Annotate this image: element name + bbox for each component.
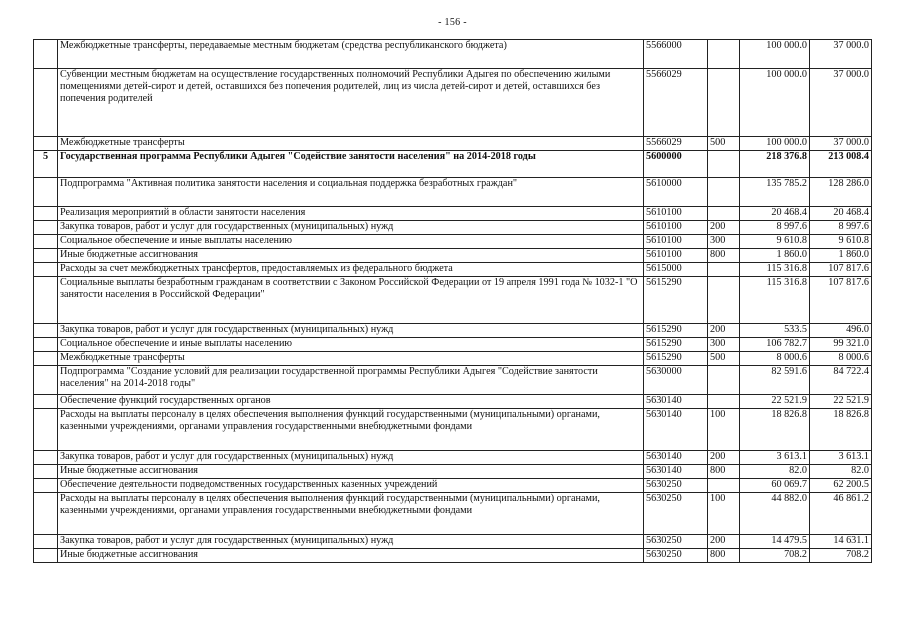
row-number-cell	[34, 69, 58, 137]
table-row	[34, 465, 872, 479]
amount-year1-cell: 135 785.2	[740, 178, 810, 207]
target-article-code-cell: 5610000	[644, 178, 708, 207]
expense-type-cell	[708, 263, 740, 277]
amount-year2-cell: 37 000.0	[810, 69, 872, 137]
amount-year2-cell: 496.0	[810, 324, 872, 338]
row-number-cell	[34, 395, 58, 409]
amount-year2-cell: 128 286.0	[810, 178, 872, 207]
expense-type-cell: 200	[708, 324, 740, 338]
target-article-code-cell: 5630140	[644, 395, 708, 409]
amount-year1-cell: 100 000.0	[740, 40, 810, 69]
target-article-code-cell: 5566000	[644, 40, 708, 69]
table-row	[34, 493, 872, 535]
expense-type-cell	[708, 207, 740, 221]
expense-name-cell: Реализация мероприятий в области занятости населения	[58, 207, 644, 221]
amount-year2-cell: 8 997.6	[810, 221, 872, 235]
expense-name-cell: Иные бюджетные ассигнования	[58, 249, 644, 263]
amount-year2-cell: 1 860.0	[810, 249, 872, 263]
expense-type-cell: 500	[708, 137, 740, 151]
amount-year2-cell: 107 817.6	[810, 277, 872, 324]
target-article-code-cell: 5610100	[644, 221, 708, 235]
expense-type-cell	[708, 69, 740, 137]
table-row	[34, 277, 872, 324]
row-number-cell	[34, 535, 58, 549]
expense-name-cell: Социальные выплаты безработным гражданам в соответствии с Законом Российской Федерации от 19 апреля 1991 года № 1032-1 "О занятости населения в Российской Федерации"	[58, 277, 644, 324]
expense-name-cell: Межбюджетные трансферты	[58, 137, 644, 151]
expense-name-cell: Субвенции местным бюджетам на осуществление государственных полномочий Республики Адыгея по обеспечению жилыми помещениями детей-сирот и детей, оставшихся без попечения родителей, лиц из числа детей-сирот и детей, оставшихся без попечения родителей	[58, 69, 644, 137]
expense-name-cell: Подпрограмма "Создание условий для реализации государственной программы Республики Адыгея "Содействие занятости населения" на 2014-2018 годы"	[58, 366, 644, 395]
row-number-cell	[34, 324, 58, 338]
expense-type-cell	[708, 366, 740, 395]
expense-name-cell: Обеспечение деятельности подведомственных государственных казенных учреждений	[58, 479, 644, 493]
table-row	[34, 178, 872, 207]
amount-year1-cell: 8 000.6	[740, 352, 810, 366]
expense-type-cell: 800	[708, 249, 740, 263]
row-number-cell	[34, 479, 58, 493]
table-row	[34, 207, 872, 221]
amount-year2-cell: 46 861.2	[810, 493, 872, 535]
expense-type-cell: 200	[708, 451, 740, 465]
expense-type-cell: 800	[708, 549, 740, 563]
row-number-cell	[34, 338, 58, 352]
target-article-code-cell: 5600000	[644, 151, 708, 178]
table-row	[34, 69, 872, 137]
amount-year2-cell: 107 817.6	[810, 263, 872, 277]
table-row	[34, 395, 872, 409]
expense-type-cell: 200	[708, 221, 740, 235]
amount-year1-cell: 82 591.6	[740, 366, 810, 395]
expense-name-cell: Закупка товаров, работ и услуг для государственных (муниципальных) нужд	[58, 535, 644, 549]
amount-year1-cell: 14 479.5	[740, 535, 810, 549]
expense-name-cell: Социальное обеспечение и иные выплаты населению	[58, 235, 644, 249]
amount-year1-cell: 100 000.0	[740, 137, 810, 151]
row-number-cell	[34, 366, 58, 395]
amount-year1-cell: 1 860.0	[740, 249, 810, 263]
target-article-code-cell: 5615290	[644, 352, 708, 366]
target-article-code-cell: 5566029	[644, 69, 708, 137]
amount-year2-cell: 18 826.8	[810, 409, 872, 451]
expense-name-cell: Расходы на выплаты персоналу в целях обеспечения выполнения функций государственными (муниципальными) органами, казенными учреждениями, органами управления государственными внебюджетными фондами	[58, 493, 644, 535]
row-number-cell	[34, 235, 58, 249]
amount-year1-cell: 533.5	[740, 324, 810, 338]
amount-year2-cell: 37 000.0	[810, 137, 872, 151]
page-number: - 156 -	[438, 17, 467, 28]
target-article-code-cell: 5630000	[644, 366, 708, 395]
expense-name-cell: Подпрограмма "Активная политика занятости населения и социальная поддержка безработных граждан"	[58, 178, 644, 207]
row-number-cell	[34, 263, 58, 277]
expense-type-cell	[708, 151, 740, 178]
table-row	[34, 221, 872, 235]
row-number-cell	[34, 221, 58, 235]
expense-type-cell: 200	[708, 535, 740, 549]
amount-year1-cell: 82.0	[740, 465, 810, 479]
target-article-code-cell: 5610100	[644, 249, 708, 263]
amount-year2-cell: 3 613.1	[810, 451, 872, 465]
amount-year2-cell: 9 610.8	[810, 235, 872, 249]
target-article-code-cell: 5615000	[644, 263, 708, 277]
amount-year2-cell: 62 200.5	[810, 479, 872, 493]
table-row	[34, 338, 872, 352]
expense-name-cell: Межбюджетные трансферты, передаваемые местным бюджетам (средства республиканского бюджета)	[58, 40, 644, 69]
expense-name-cell: Закупка товаров, работ и услуг для государственных (муниципальных) нужд	[58, 324, 644, 338]
row-number-cell	[34, 207, 58, 221]
amount-year1-cell: 708.2	[740, 549, 810, 563]
expense-name-cell: Социальное обеспечение и иные выплаты населению	[58, 338, 644, 352]
expense-name-cell: Государственная программа Республики Адыгея "Содействие занятости населения" на 2014-2018 годы	[58, 151, 644, 178]
expense-type-cell: 300	[708, 338, 740, 352]
row-number-cell	[34, 465, 58, 479]
row-number-cell	[34, 178, 58, 207]
row-number-cell: 5	[34, 151, 58, 178]
amount-year1-cell: 100 000.0	[740, 69, 810, 137]
table-row	[34, 137, 872, 151]
expense-type-cell: 300	[708, 235, 740, 249]
expense-type-cell	[708, 178, 740, 207]
target-article-code-cell: 5630250	[644, 549, 708, 563]
table-row	[34, 535, 872, 549]
amount-year1-cell: 106 782.7	[740, 338, 810, 352]
target-article-code-cell: 5630140	[644, 465, 708, 479]
expense-type-cell: 100	[708, 493, 740, 535]
row-number-cell	[34, 40, 58, 69]
amount-year2-cell: 14 631.1	[810, 535, 872, 549]
expense-name-cell: Закупка товаров, работ и услуг для государственных (муниципальных) нужд	[58, 221, 644, 235]
amount-year1-cell: 18 826.8	[740, 409, 810, 451]
target-article-code-cell: 5630250	[644, 479, 708, 493]
amount-year2-cell: 37 000.0	[810, 40, 872, 69]
amount-year1-cell: 44 882.0	[740, 493, 810, 535]
amount-year2-cell: 213 008.4	[810, 151, 872, 178]
expense-name-cell: Межбюджетные трансферты	[58, 352, 644, 366]
target-article-code-cell: 5630250	[644, 535, 708, 549]
target-article-code-cell: 5630250	[644, 493, 708, 535]
budget-table	[33, 39, 872, 563]
row-number-cell	[34, 352, 58, 366]
table-row	[34, 249, 872, 263]
row-number-cell	[34, 493, 58, 535]
table-row	[34, 451, 872, 465]
table-row	[34, 324, 872, 338]
expense-name-cell: Обеспечение функций государственных органов	[58, 395, 644, 409]
target-article-code-cell: 5630140	[644, 451, 708, 465]
expense-name-cell: Закупка товаров, работ и услуг для государственных (муниципальных) нужд	[58, 451, 644, 465]
budget-table-body	[34, 40, 872, 563]
target-article-code-cell: 5610100	[644, 207, 708, 221]
target-article-code-cell: 5615290	[644, 324, 708, 338]
expense-type-cell	[708, 395, 740, 409]
expense-type-cell	[708, 40, 740, 69]
amount-year1-cell: 3 613.1	[740, 451, 810, 465]
expense-name-cell: Расходы за счет межбюджетных трансфертов, предоставляемых из федерального бюджета	[58, 263, 644, 277]
expense-type-cell	[708, 277, 740, 324]
expense-type-cell: 100	[708, 409, 740, 451]
table-row	[34, 352, 872, 366]
amount-year2-cell: 82.0	[810, 465, 872, 479]
table-row	[34, 151, 872, 178]
target-article-code-cell: 5630140	[644, 409, 708, 451]
row-number-cell	[34, 249, 58, 263]
amount-year1-cell: 20 468.4	[740, 207, 810, 221]
amount-year1-cell: 218 376.8	[740, 151, 810, 178]
table-row	[34, 479, 872, 493]
table-row	[34, 366, 872, 395]
amount-year1-cell: 115 316.8	[740, 263, 810, 277]
amount-year2-cell: 22 521.9	[810, 395, 872, 409]
row-number-cell	[34, 451, 58, 465]
table-row	[34, 409, 872, 451]
amount-year1-cell: 22 521.9	[740, 395, 810, 409]
amount-year1-cell: 9 610.8	[740, 235, 810, 249]
target-article-code-cell: 5566029	[644, 137, 708, 151]
table-row	[34, 263, 872, 277]
amount-year2-cell: 84 722.4	[810, 366, 872, 395]
amount-year2-cell: 99 321.0	[810, 338, 872, 352]
row-number-cell	[34, 549, 58, 563]
row-number-cell	[34, 137, 58, 151]
expense-name-cell: Иные бюджетные ассигнования	[58, 549, 644, 563]
row-number-cell	[34, 277, 58, 324]
table-row	[34, 40, 872, 69]
amount-year1-cell: 115 316.8	[740, 277, 810, 324]
row-number-cell	[34, 409, 58, 451]
expense-type-cell: 800	[708, 465, 740, 479]
amount-year1-cell: 8 997.6	[740, 221, 810, 235]
expense-name-cell: Иные бюджетные ассигнования	[58, 465, 644, 479]
table-row	[34, 549, 872, 563]
expense-name-cell: Расходы на выплаты персоналу в целях обеспечения выполнения функций государственными (муниципальными) органами, казенными учреждениями, органами управления государственными внебюджетными фондами	[58, 409, 644, 451]
target-article-code-cell: 5610100	[644, 235, 708, 249]
amount-year2-cell: 8 000.6	[810, 352, 872, 366]
amount-year2-cell: 20 468.4	[810, 207, 872, 221]
expense-type-cell	[708, 479, 740, 493]
table-row	[34, 235, 872, 249]
amount-year1-cell: 60 069.7	[740, 479, 810, 493]
target-article-code-cell: 5615290	[644, 338, 708, 352]
expense-type-cell: 500	[708, 352, 740, 366]
target-article-code-cell: 5615290	[644, 277, 708, 324]
amount-year2-cell: 708.2	[810, 549, 872, 563]
